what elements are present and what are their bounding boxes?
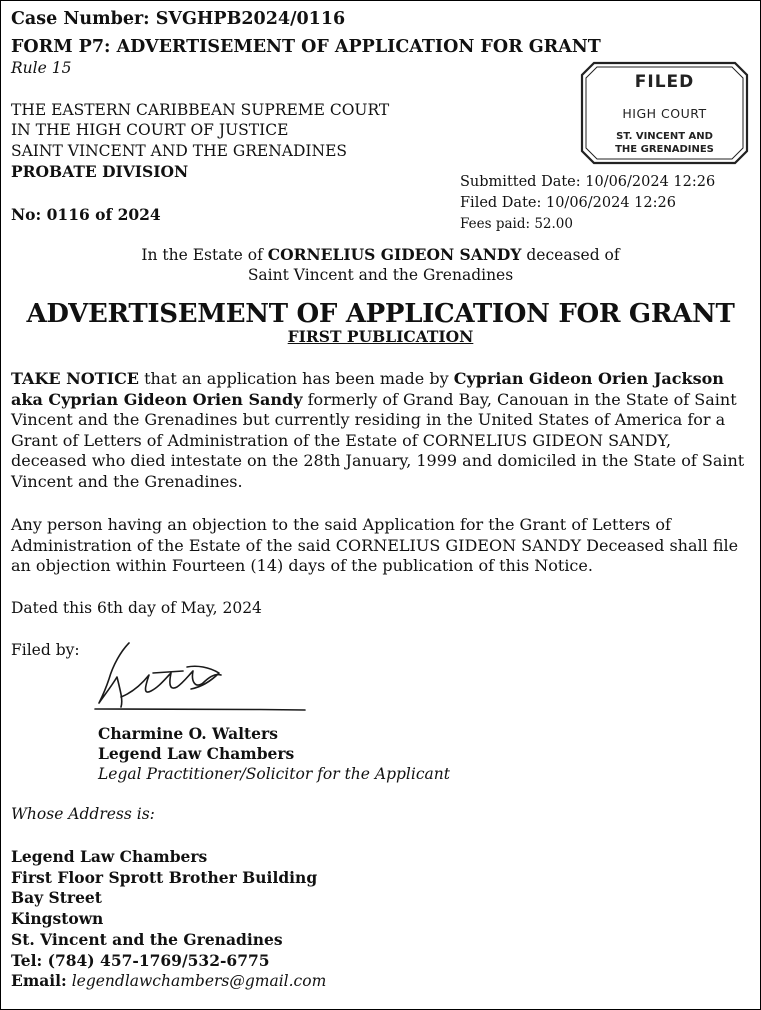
stamp-jurisdiction-line-2: THE GRENADINES — [615, 144, 714, 155]
notice-text-2: formerly of Grand Bay, Canouan in the State of Saint Vincent and the Grenadines but currently residing in the United States of America for a Grant of Letters of Administration of the Estate of CORNELIUS GIDEON SANDY, deceased who died intestate on the 28th January, 1999 and domiciled in the State of Saint Vincent and the Grenadines. — [11, 389, 745, 491]
case-no: No: 0116 of 2024 — [11, 205, 161, 224]
fees-paid: Fees paid: 52.00 — [460, 216, 573, 232]
estate-line-1 — [1, 244, 760, 266]
notice-text-1: that an application has been made by — [139, 369, 454, 388]
address-line: First Floor Sprott Brother Building — [11, 868, 318, 887]
solicitor-name: Charmine O. Walters — [98, 724, 278, 743]
form-title: FORM P7: ADVERTISEMENT OF APPLICATION FOR GRANT — [11, 37, 601, 57]
dated-line: Dated this 6th day of May, 2024 — [11, 599, 262, 617]
telephone-line: Tel: (784) 457-1769/532-6775 — [11, 951, 270, 970]
address-label: Whose Address is: — [11, 805, 155, 823]
solicitor-firm: Legend Law Chambers — [98, 744, 295, 763]
email-label: Email: — [11, 971, 67, 990]
email-link[interactable]: legendlawchambers@gmail.com — [66, 972, 327, 990]
address-line: St. Vincent and the Grenadines — [11, 930, 283, 949]
stamp-filed: FILED — [634, 72, 695, 92]
court-line-2: IN THE HIGH COURT OF JUSTICE — [11, 121, 289, 139]
publication-subheadline — [1, 327, 760, 346]
case-number: Case Number: SVGHPB2024/0116 — [11, 9, 346, 29]
estate-suffix: deceased of — [521, 246, 620, 264]
filed-date: Filed Date: 10/06/2024 12:26 — [460, 195, 676, 211]
address-line: Legend Law Chambers — [11, 847, 208, 866]
deceased-name: CORNELIUS GIDEON SANDY — [267, 245, 522, 264]
take-notice-paragraph — [11, 369, 751, 492]
estate-line-2: Saint Vincent and the Grenadines — [247, 266, 514, 284]
court-line-3: SAINT VINCENT AND THE GRENADINES — [11, 142, 348, 160]
stamp-jurisdiction — [580, 130, 749, 156]
applicant-name: Cyprian Gideon Orien Jackson aka Cyprian Gideon Orien Sandy — [11, 369, 724, 409]
submitted-date: Submitted Date: 10/06/2024 12:26 — [460, 174, 716, 190]
email-line — [11, 971, 326, 991]
solicitor-role: Legal Practitioner/Solicitor for the Applicant — [98, 765, 450, 783]
filed-stamp — [580, 61, 749, 165]
address-line: Kingstown — [11, 909, 104, 928]
take-notice-label: TAKE NOTICE — [11, 369, 139, 388]
signature — [91, 637, 311, 717]
advertisement-headline: ADVERTISEMENT OF APPLICATION FOR GRANT — [26, 299, 735, 329]
rule-reference: Rule 15 — [11, 59, 72, 77]
address-line: Bay Street — [11, 888, 102, 907]
publication-label: FIRST PUBLICATION — [287, 327, 474, 346]
stamp-court: HIGH COURT — [622, 106, 707, 121]
court-division: PROBATE DIVISION — [11, 162, 189, 181]
objection-paragraph: Any person having an objection to the said Application for the Grant of Letters of Administration of the Estate of the said CORNELIUS GIDEON SANDY Deceased shall file an objection within Fourteen (14) days of the publication of this Notice. — [11, 515, 739, 575]
filed-by-label: Filed by: — [11, 641, 80, 659]
estate-prefix: In the Estate of — [141, 246, 268, 264]
court-line-1: THE EASTERN CARIBBEAN SUPREME COURT — [11, 101, 390, 119]
stamp-jurisdiction-line-1: ST. VINCENT AND — [616, 131, 713, 142]
